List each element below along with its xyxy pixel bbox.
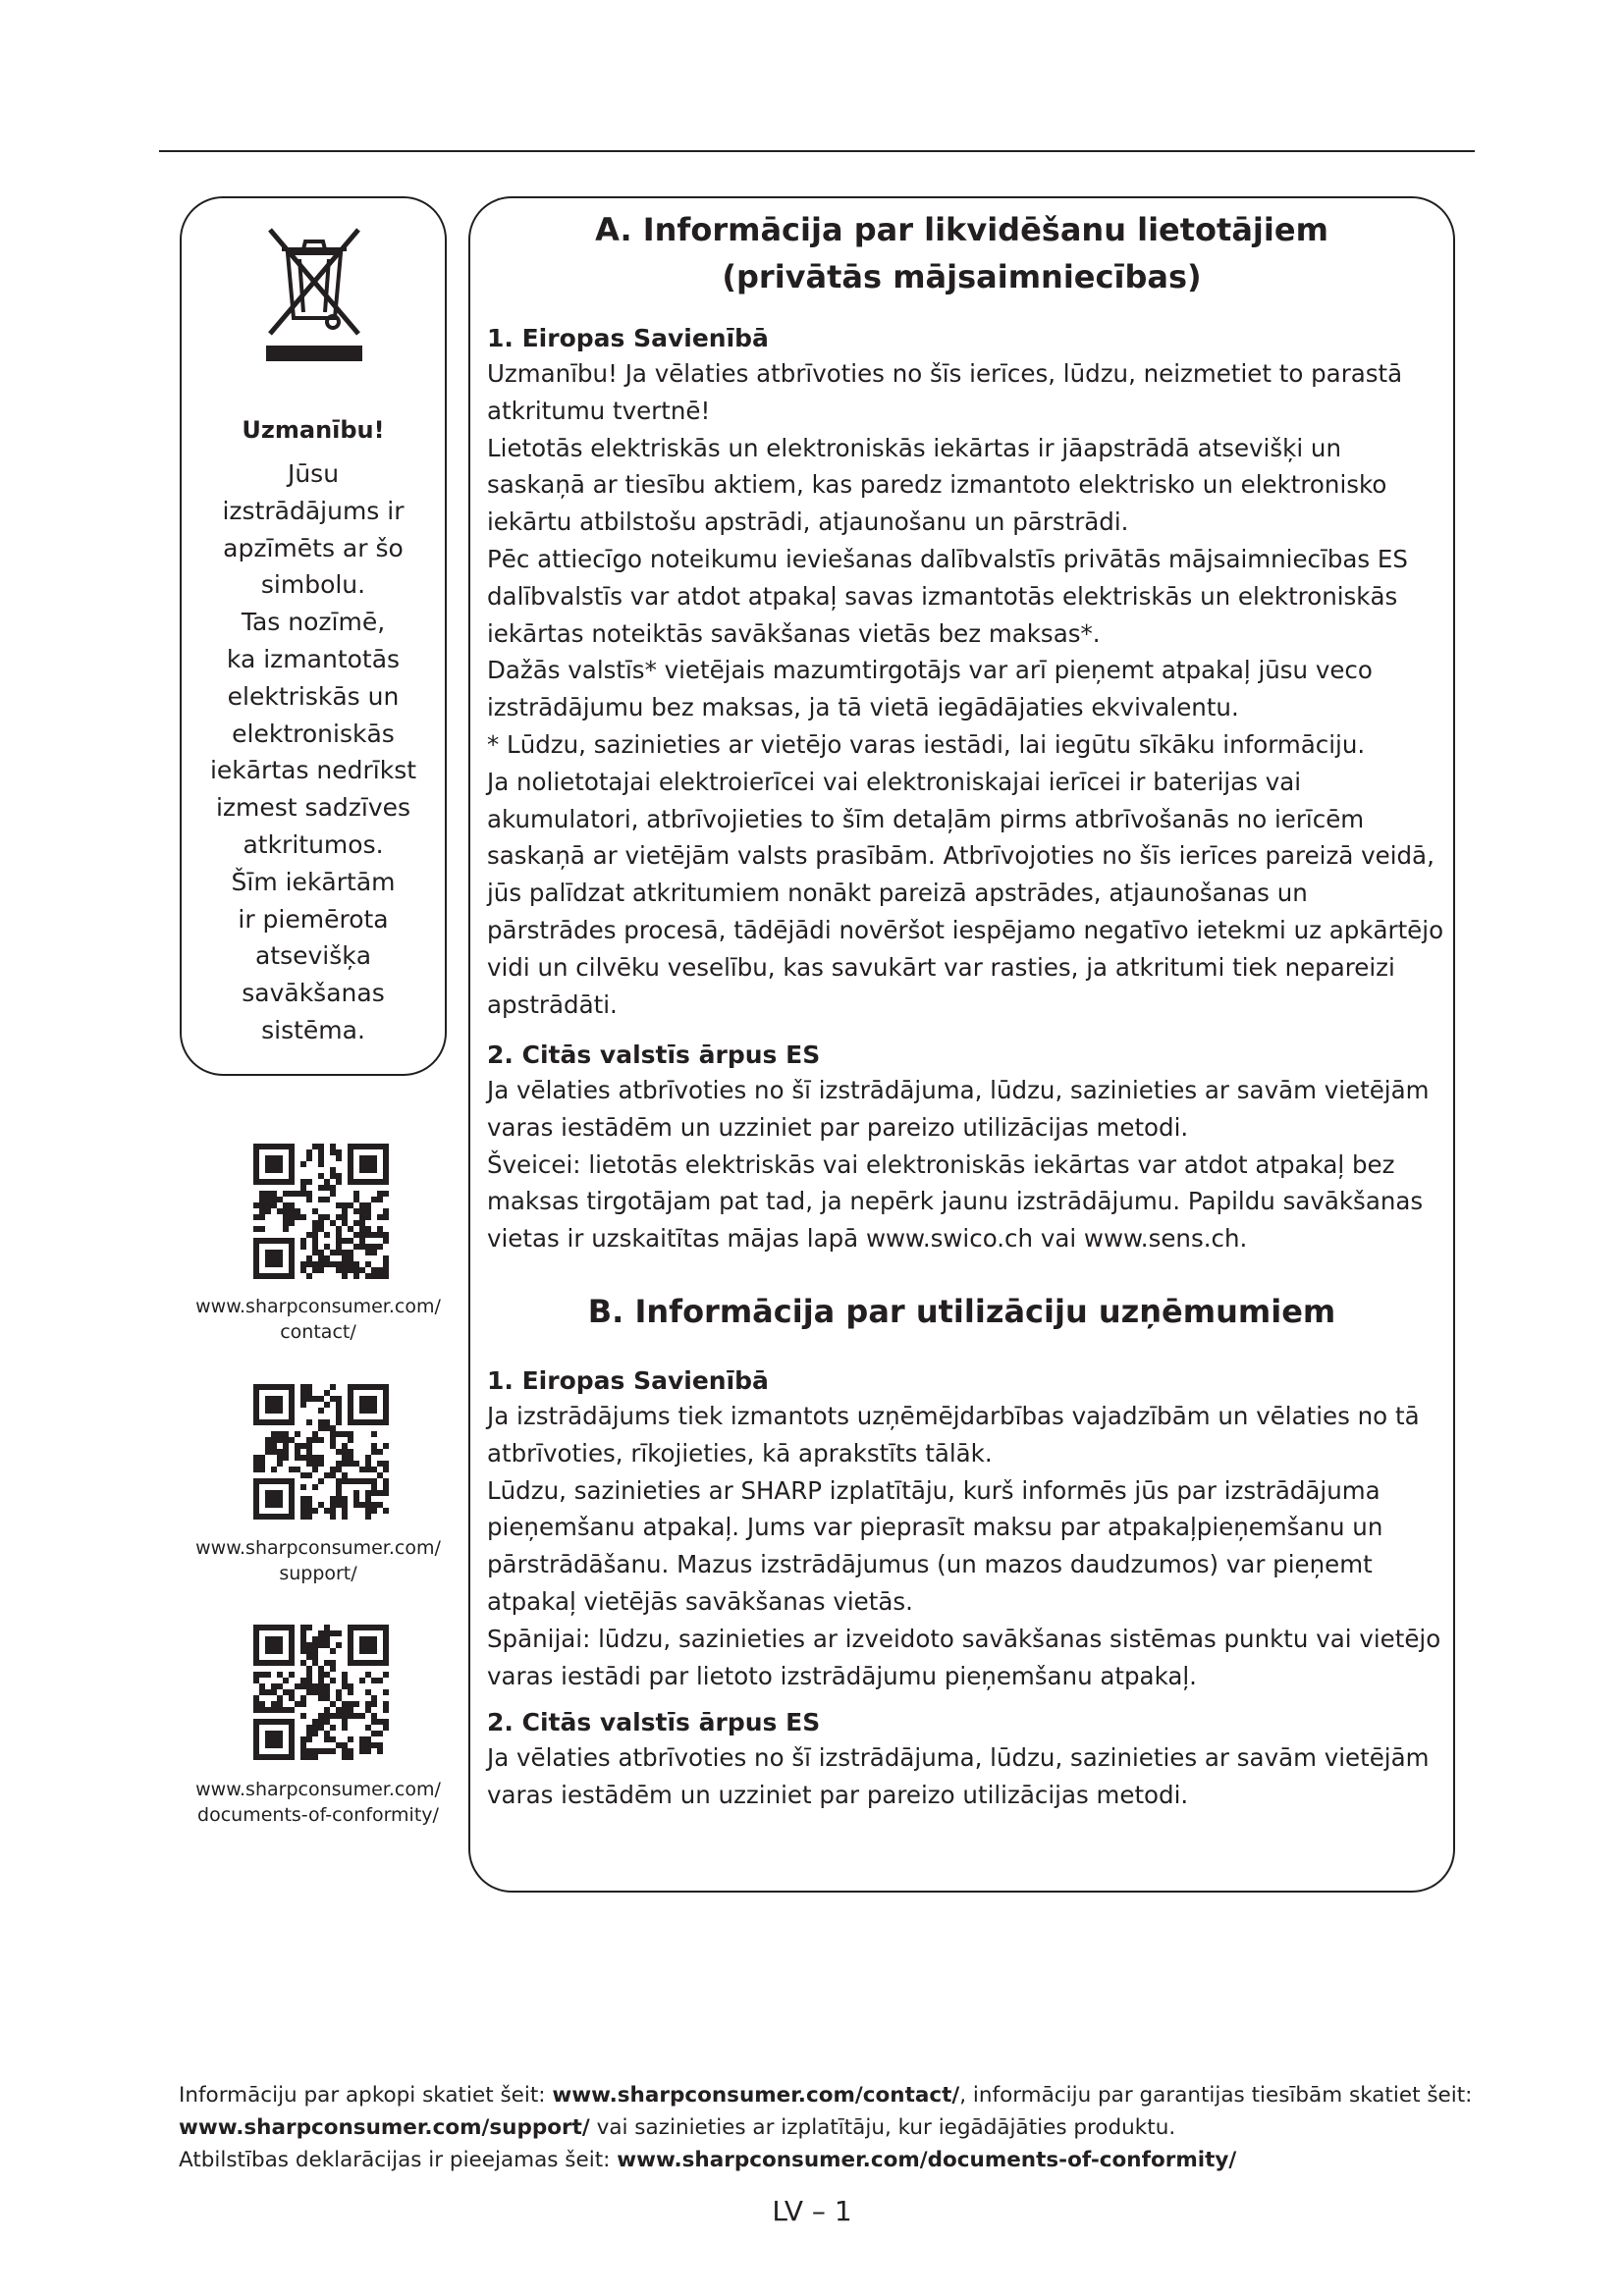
paragraph: Ja vēlaties atbrīvoties no šī izstrādājuma, lūdzu, sazinieties ar savām vietējām varas iestādēm un uzziniet par pareizo utilizācijas metodi. <box>487 1076 1430 1142</box>
footer-text: Informāciju par apkopi skatiet šeit: <box>179 2083 553 2108</box>
paragraph: Uzmanību! Ja vēlaties atbrīvoties no šīs ierīces, lūdzu, neizmetiet to parastā atkritumu tvertnē! <box>487 359 1403 425</box>
section-a-other-text <box>487 1072 1444 1257</box>
warning-line: atsevišķa <box>254 941 372 971</box>
section-a-other-heading: 2. Citās valstīs ārpus ES <box>487 1041 821 1069</box>
section-b-other-text <box>487 1739 1444 1814</box>
paragraph: Lietotās elektriskās un elektroniskās iekārtas ir jāapstrādā atsevišķi un saskaņā ar tiesību aktiem, kas paredz izmantoto elektrisko un elektronisko iekārtu atbilstošu apstrādi, atjaunošanu un pārstrādi. <box>487 433 1387 537</box>
disposal-info-box <box>468 196 1455 1893</box>
paragraph: Ja vēlaties atbrīvoties no šī izstrādājuma, lūdzu, sazinieties ar savām vietējām varas iestādēm un uzziniet par pareizo utilizācijas metodi. <box>487 1743 1430 1809</box>
footer-text: , informāciju par garantijas tiesībām skatiet šeit: <box>959 2083 1473 2108</box>
section-a-title <box>470 206 1453 300</box>
paragraph: Ja izstrādājums tiek izmantots uzņēmējdarbības vajadzībām un vēlaties no tā atbrīvoties, rīkojieties, kā aprakstīts tālāk. <box>487 1402 1420 1468</box>
warning-line: sistēma. <box>261 1015 365 1044</box>
section-a-title-line2: (privātās mājsaimniecības) <box>722 258 1202 295</box>
footer-text: vai sazinieties ar izplatītāju, kur iegādājāties produktu. <box>589 2115 1176 2140</box>
warning-line: elektriskās un <box>227 681 400 711</box>
warning-line: Tas nozīmē, <box>241 608 386 637</box>
paragraph: * Lūdzu, sazinieties ar vietējo varas iestādi, lai iegūtu sīkāku informāciju. <box>487 729 1366 759</box>
qr-code-icon <box>253 1144 389 1279</box>
crossed-out-wheelie-bin-icon <box>260 220 368 367</box>
warning-line: Šīm iekārtām <box>231 867 396 896</box>
warning-line: simbolu. <box>260 570 366 600</box>
qr-code-icon <box>253 1384 389 1520</box>
paragraph: Ja nolietotajai elektroierīcei vai elektroniskajai ierīcei ir baterijas vai akumulatori, atbrīvojieties to šīm detaļām pirms atbrīvošanās no ierīcēm saskaņā ar vietējām valsts prasībām. Atbrīvojoties no šīs ierīces pareizā veidā, jūs palīdzat atkritumiem nonākt pareizā apstrādes, atjaunošanas un pārstrādes procesā, tādējādi novēršot iespējamo negatīvo ietekmi uz apkārtējo vidi un cilvēku veselību, kas savukārt var rasties, ja atkritumi tiek nepareizi apstrādāti. <box>487 767 1444 1019</box>
footer <box>179 2079 1475 2176</box>
warning-line: savākšanas <box>242 979 385 1008</box>
section-b-title: B. Informācija par utilizāciju uzņēmumiem <box>587 1293 1336 1330</box>
warning-line: atkritumos. <box>243 829 384 859</box>
section-a-title-line1: A. Informācija par likvidēšanu lietotājiem <box>595 211 1328 248</box>
top-rule <box>159 150 1475 152</box>
section-a-eu-text <box>487 355 1444 1023</box>
warning-title: Uzmanību! <box>242 416 385 444</box>
qr-code-icon <box>253 1625 389 1760</box>
qr-label-conformity: www.sharpconsumer.com/ documents-of-conformity/ <box>195 1779 441 1826</box>
warning-line: apzīmēts ar šo <box>223 533 404 562</box>
paragraph: Lūdzu, sazinieties ar SHARP izplatītāju, kurš informēs jūs par izstrādājuma pieņemšanu atpakaļ. Jums var pieprasīt maksu par atpakaļpieņemšanu un pārstrādāšanu. Mazus izstrādājumus (un mazos daudzumos) var pieņemt atpakaļ vietējās savākšanas vietās. <box>487 1475 1383 1616</box>
warning-line: Jūsu <box>287 459 340 488</box>
footer-paragraph-2 <box>179 2144 1475 2176</box>
paragraph: Dažās valstīs* vietējais mazumtirgotājs var arī pieņemt atpakaļ jūsu veco izstrādājumu bez maksas, ja tā vietā iegādājaties ekvivalentu. <box>487 656 1373 722</box>
section-b-other-heading: 2. Citās valstīs ārpus ES <box>487 1708 821 1736</box>
section-b-eu-text <box>487 1398 1444 1694</box>
conformity-link[interactable]: www.sharpconsumer.com/documents-of-conformity/ <box>617 2148 1237 2172</box>
warning-line: iekārtas nedrīkst <box>209 756 417 785</box>
support-link[interactable]: www.sharpconsumer.com/support/ <box>179 2115 590 2140</box>
paragraph: Šveicei: lietotās elektriskās vai elektroniskās iekārtas var atdot atpakaļ bez maksas tirgotājam pat tad, ja nepērk jaunu izstrādājumu. Papildu savākšanas vietas ir uzskaitītas mājas lapā www.swico.ch vai www.sens.ch. <box>487 1149 1424 1254</box>
warning-line: izstrādājums ir <box>222 496 405 525</box>
page-number: LV – 1 <box>772 2195 852 2227</box>
contact-link[interactable]: www.sharpconsumer.com/contact/ <box>552 2083 960 2108</box>
warning-text <box>193 455 433 1049</box>
warning-line: izmest sadzīves <box>215 793 411 823</box>
warning-line: ka izmantotās <box>226 644 401 673</box>
qr-label-support: www.sharpconsumer.com/ support/ <box>195 1537 441 1584</box>
warning-line: ir piemērota <box>238 904 389 934</box>
qr-label-contact: www.sharpconsumer.com/ contact/ <box>195 1296 441 1343</box>
footer-text: Atbilstības deklarācijas ir pieejamas šeit: <box>179 2148 618 2172</box>
section-b-eu-heading: 1. Eiropas Savienībā <box>487 1366 769 1395</box>
paragraph: Pēc attiecīgo noteikumu ieviešanas dalībvalstīs privātās mājsaimniecības ES dalībvalstīs var atdot atpakaļ savas izmantotās elektriskās un elektroniskās iekārtas noteiktās savākšanas vietās bez maksas*. <box>487 544 1408 648</box>
paragraph: Spānijai: lūdzu, sazinieties ar izveidoto savākšanas sistēmas punktu vai vietējo varas iestādi par lietoto izstrādājumu pieņemšanu atpakaļ. <box>487 1624 1441 1690</box>
warning-line: elektroniskās <box>232 719 395 748</box>
section-a-eu-heading: 1. Eiropas Savienībā <box>487 324 769 352</box>
weee-warning-box <box>180 196 447 1076</box>
footer-paragraph-1 <box>179 2079 1475 2144</box>
